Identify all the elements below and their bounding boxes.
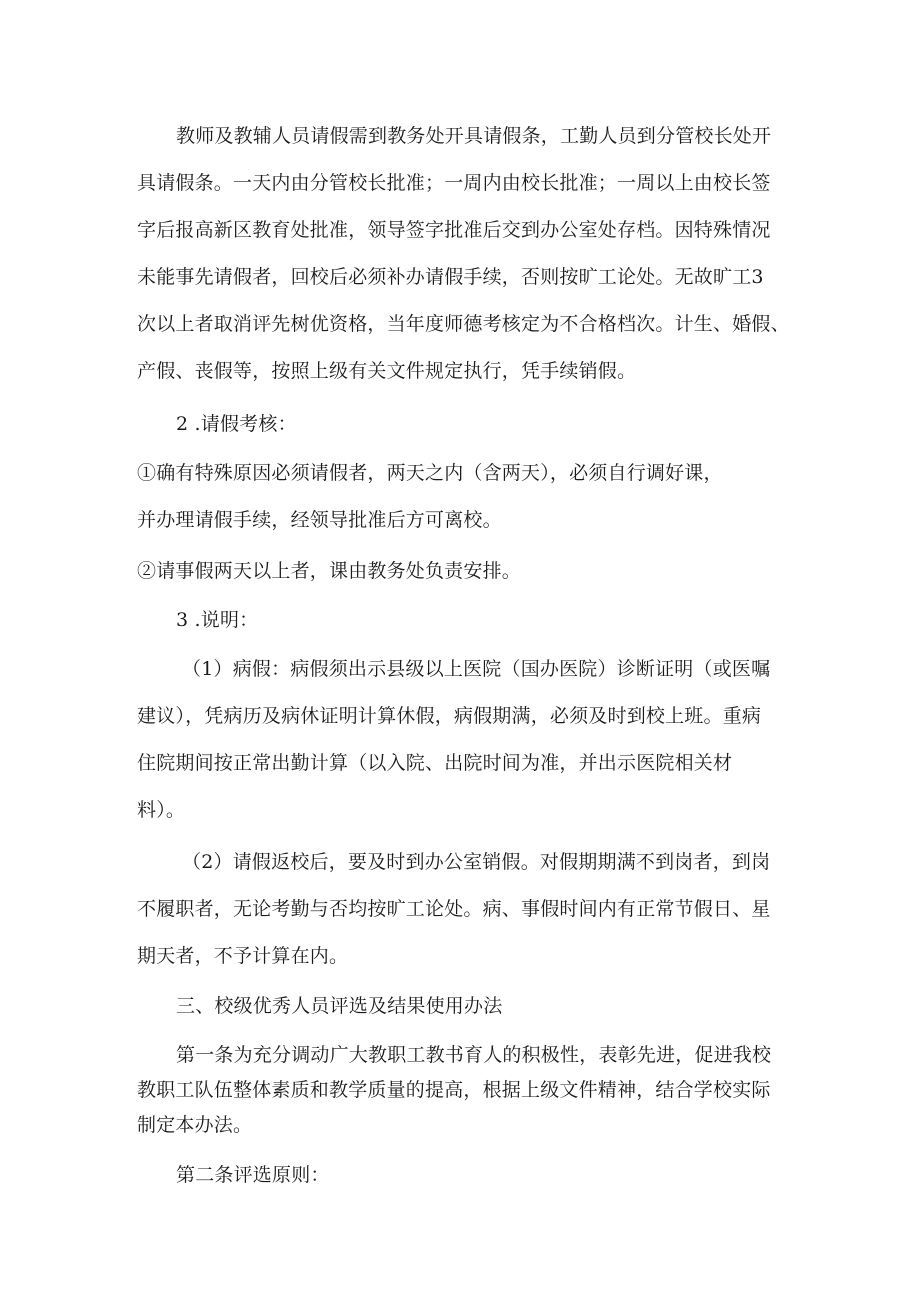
paragraph-1-line-2: 具请假条。一天内由分管校长批准；一周内由校长批准；一周以上由校长签: [137, 172, 771, 194]
paragraph-9-line-1: 第一条为充分调动广大教职工教书育人的积极性，表彰先进，促进我校: [176, 1044, 772, 1066]
article-two-heading: 第二条评选原则：: [176, 1164, 330, 1186]
paragraph-9-line-3: 制定本办法。: [137, 1114, 253, 1136]
paragraph-6-line-2: 建议），凭病历及病休证明计算休假，病假期满，必须及时到校上班。重病: [137, 705, 762, 727]
paragraph-1-line-1: 教师及教辅人员请假需到教务处开具请假条，工勤人员到分管校长处开: [176, 125, 772, 147]
section-heading-leave-assessment: 2 .请假考核：: [176, 413, 297, 435]
paragraph-1-line-3: 字后报高新区教育处批准，领导签字批准后交到办公室处存档。因特殊情况: [137, 219, 771, 241]
paragraph-1-line-6: 产假、丧假等，按照上级有关文件规定执行，凭手续销假。: [137, 360, 637, 382]
paragraph-7-line-1: （2）请假返校后，要及时到办公室销假。对假期期满不到岗者，到岗: [182, 851, 771, 873]
section-heading-evaluation: 三、校级优秀人员评选及结果使用办法: [176, 995, 503, 1017]
paragraph-1-line-4: 未能事先请假者，回校后必须补办请假手续，否则按旷工论处。无故旷工3: [137, 266, 764, 288]
paragraph-6-line-4: 料）。: [137, 799, 186, 821]
paragraph-4-line-1: ②请事假两天以上者，课由教务处负责安排。: [137, 560, 522, 582]
paragraph-3-line-1: ①确有特殊原因必须请假者，两天之内（含两天），必须自行调好课，: [137, 462, 723, 484]
paragraph-6-line-3: 住院期间按正常出勤计算（以入院、出院时间为准，并出示医院相关材: [137, 752, 733, 774]
paragraph-9-line-2: 教职工队伍整体素质和教学质量的提高，根据上级文件精神，结合学校实际: [137, 1079, 771, 1101]
paragraph-6-line-1: （1）病假：病假须出示县级以上医院（国办医院）诊断证明（或医嘱: [182, 658, 771, 680]
paragraph-7-line-2: 不履职者，无论考勤与否均按旷工论处。病、事假时间内有正常节假日、星: [137, 898, 771, 920]
section-heading-explanation: 3 .说明：: [176, 609, 259, 631]
paragraph-3-line-2: 并办理请假手续，经领导批准后方可离校。: [137, 509, 502, 531]
paragraph-7-line-3: 期天者，不予计算在内。: [137, 945, 349, 967]
paragraph-1-line-5: 次以上者取消评先树优资格，当年度师德考核定为不合格档次。计生、婚假、: [137, 313, 790, 335]
